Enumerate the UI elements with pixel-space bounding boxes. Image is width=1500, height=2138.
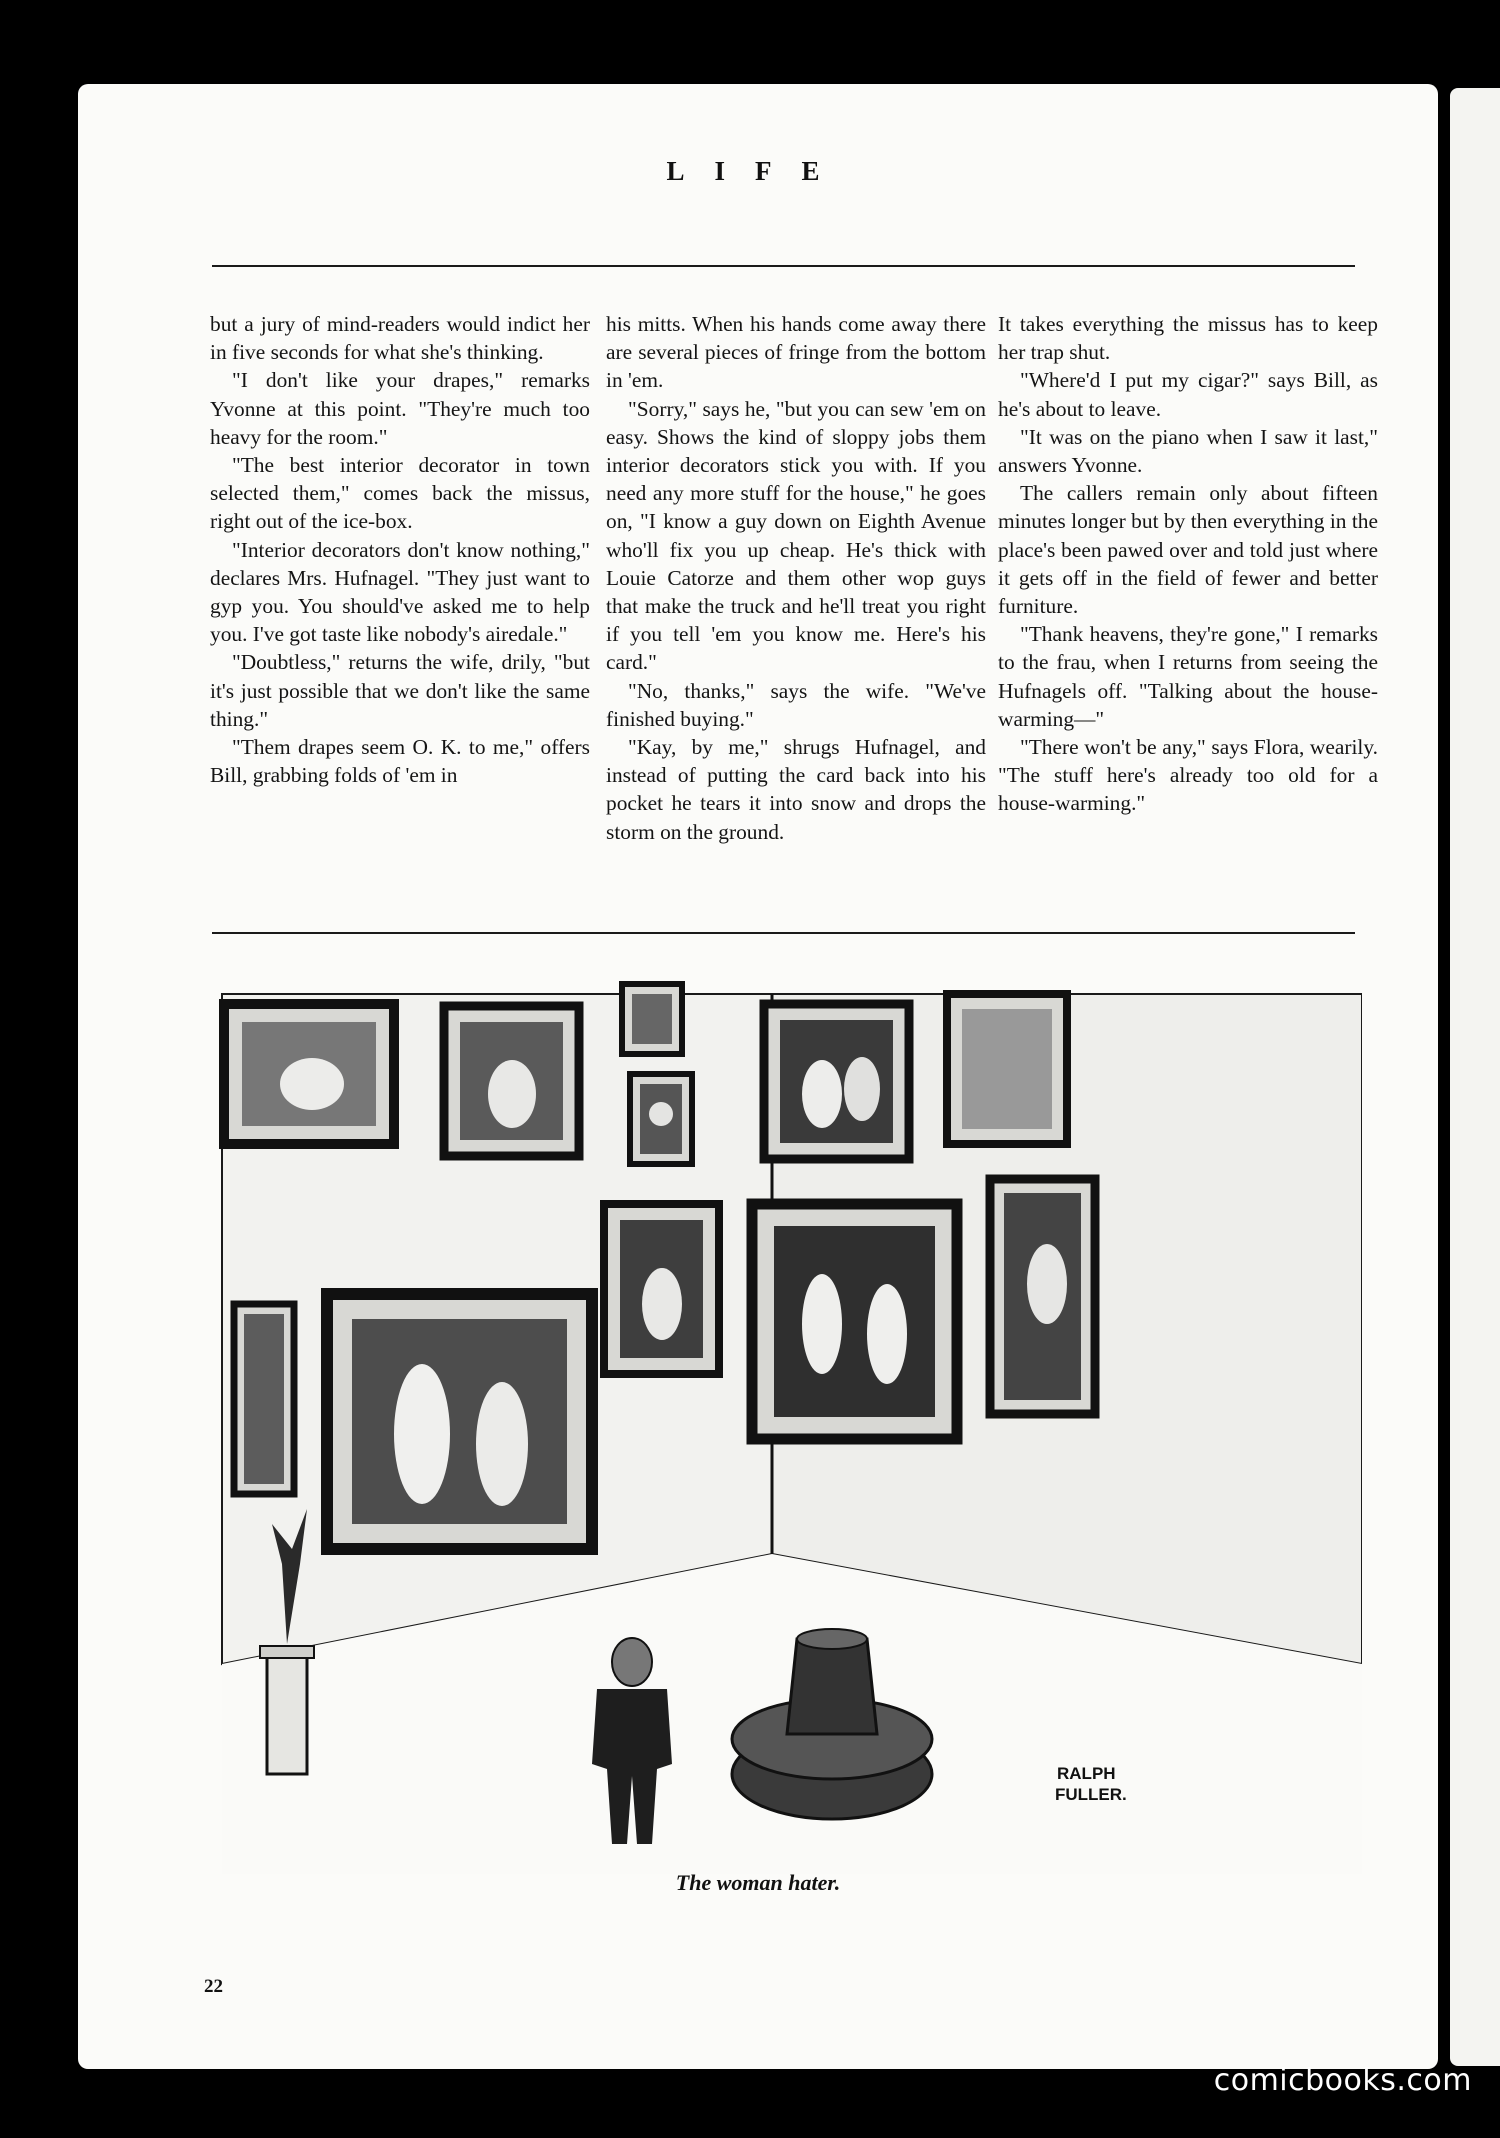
- watermark: comicbooks.com: [1213, 2063, 1472, 2098]
- cartoon-illustration: [212, 964, 1362, 1874]
- painting-frame: [947, 994, 1067, 1144]
- masthead: LIFE: [666, 156, 850, 186]
- paragraph: "Sorry," says he, "but you can sew 'em on easy. Shows the kind of sloppy jobs them interior decorators stick you with. If you need any more stuff for the house," he goes on, "I know a guy down on Eighth Avenue who'll fix you up cheap. He's thick with Louie Catorze and them other wop guys that make the truck and he'll treat you right if you tell 'em you know me. Here's his card.": [606, 396, 986, 675]
- painting-frame: [990, 1179, 1095, 1414]
- artist-signature: FULLER.: [1055, 1785, 1127, 1804]
- paragraph: "Kay, by me," shrugs Hufnagel, and instead of putting the card back into his pocket he tears it into snow and drops the storm on the ground.: [606, 735, 986, 844]
- painting-frame: [630, 1074, 692, 1164]
- painting-frame: [224, 1004, 394, 1144]
- paragraph: "Them drapes seem O. K. to me," offers Bill, grabbing folds of 'em in: [210, 735, 590, 788]
- paragraph: "No, thanks," says the wife. "We've finished buying.": [606, 678, 986, 731]
- paragraph: "There won't be any," says Flora, wearily. "The stuff here's already too old for a house-warming.": [998, 735, 1378, 816]
- page-number: 22: [204, 1976, 223, 1997]
- paragraph: "Interior decorators don't know nothing," declares Mrs. Hufnagel. "They just want to gyp you. You should've asked me to help you. I've got taste like nobody's airedale.": [210, 537, 590, 647]
- paragraph: "The best interior decorator in town selected them," comes back the missus, right out of the ice-box.: [210, 453, 590, 534]
- top-divider: [212, 265, 1355, 267]
- text-column-1: [210, 310, 590, 789]
- adjacent-page-edge: [1450, 88, 1500, 2066]
- painting-frame: [444, 1006, 579, 1156]
- text-column-2: [606, 310, 986, 846]
- paragraph: his mitts. When his hands come away there are several pieces of fringe from the bottom in 'em.: [606, 312, 986, 393]
- painting-frame: [234, 1304, 294, 1494]
- paragraph: It takes everything the missus has to keep her trap shut.: [998, 312, 1378, 365]
- painting-frame: [764, 1004, 909, 1159]
- paragraph: The callers remain only about fifteen minutes longer but by then everything in the place's been pawed over and told just where it gets off in the field of fewer and better furniture.: [998, 481, 1378, 619]
- magazine-page: [78, 84, 1438, 2069]
- paragraph: "Thank heavens, they're gone," I remarks to the frau, when I returns from seeing the Hufnagels off. "Talking about the house-warming—": [998, 622, 1378, 731]
- paragraph: "Doubtless," returns the wife, drily, "but it's just possible that we don't like the same thing.": [210, 650, 590, 731]
- paragraph: but a jury of mind-readers would indict her in five seconds for what she's thinking.: [210, 312, 590, 365]
- painting-frame: [327, 1294, 592, 1549]
- painting-frame: [752, 1204, 957, 1439]
- text-column-3: [998, 310, 1378, 818]
- paragraph: "It was on the piano when I saw it last," answers Yvonne.: [998, 424, 1378, 478]
- painting-frame: [604, 1204, 719, 1374]
- middle-divider: [212, 932, 1355, 934]
- artist-signature: RALPH: [1057, 1764, 1116, 1783]
- painting-frame: [622, 984, 682, 1054]
- paragraph: "I don't like your drapes," remarks Yvonne at this point. "They're much too heavy for the room.": [210, 368, 590, 449]
- paragraph: "Where'd I put my cigar?" says Bill, as he's about to leave.: [998, 368, 1378, 421]
- cartoon-caption: The woman hater.: [675, 1870, 841, 1895]
